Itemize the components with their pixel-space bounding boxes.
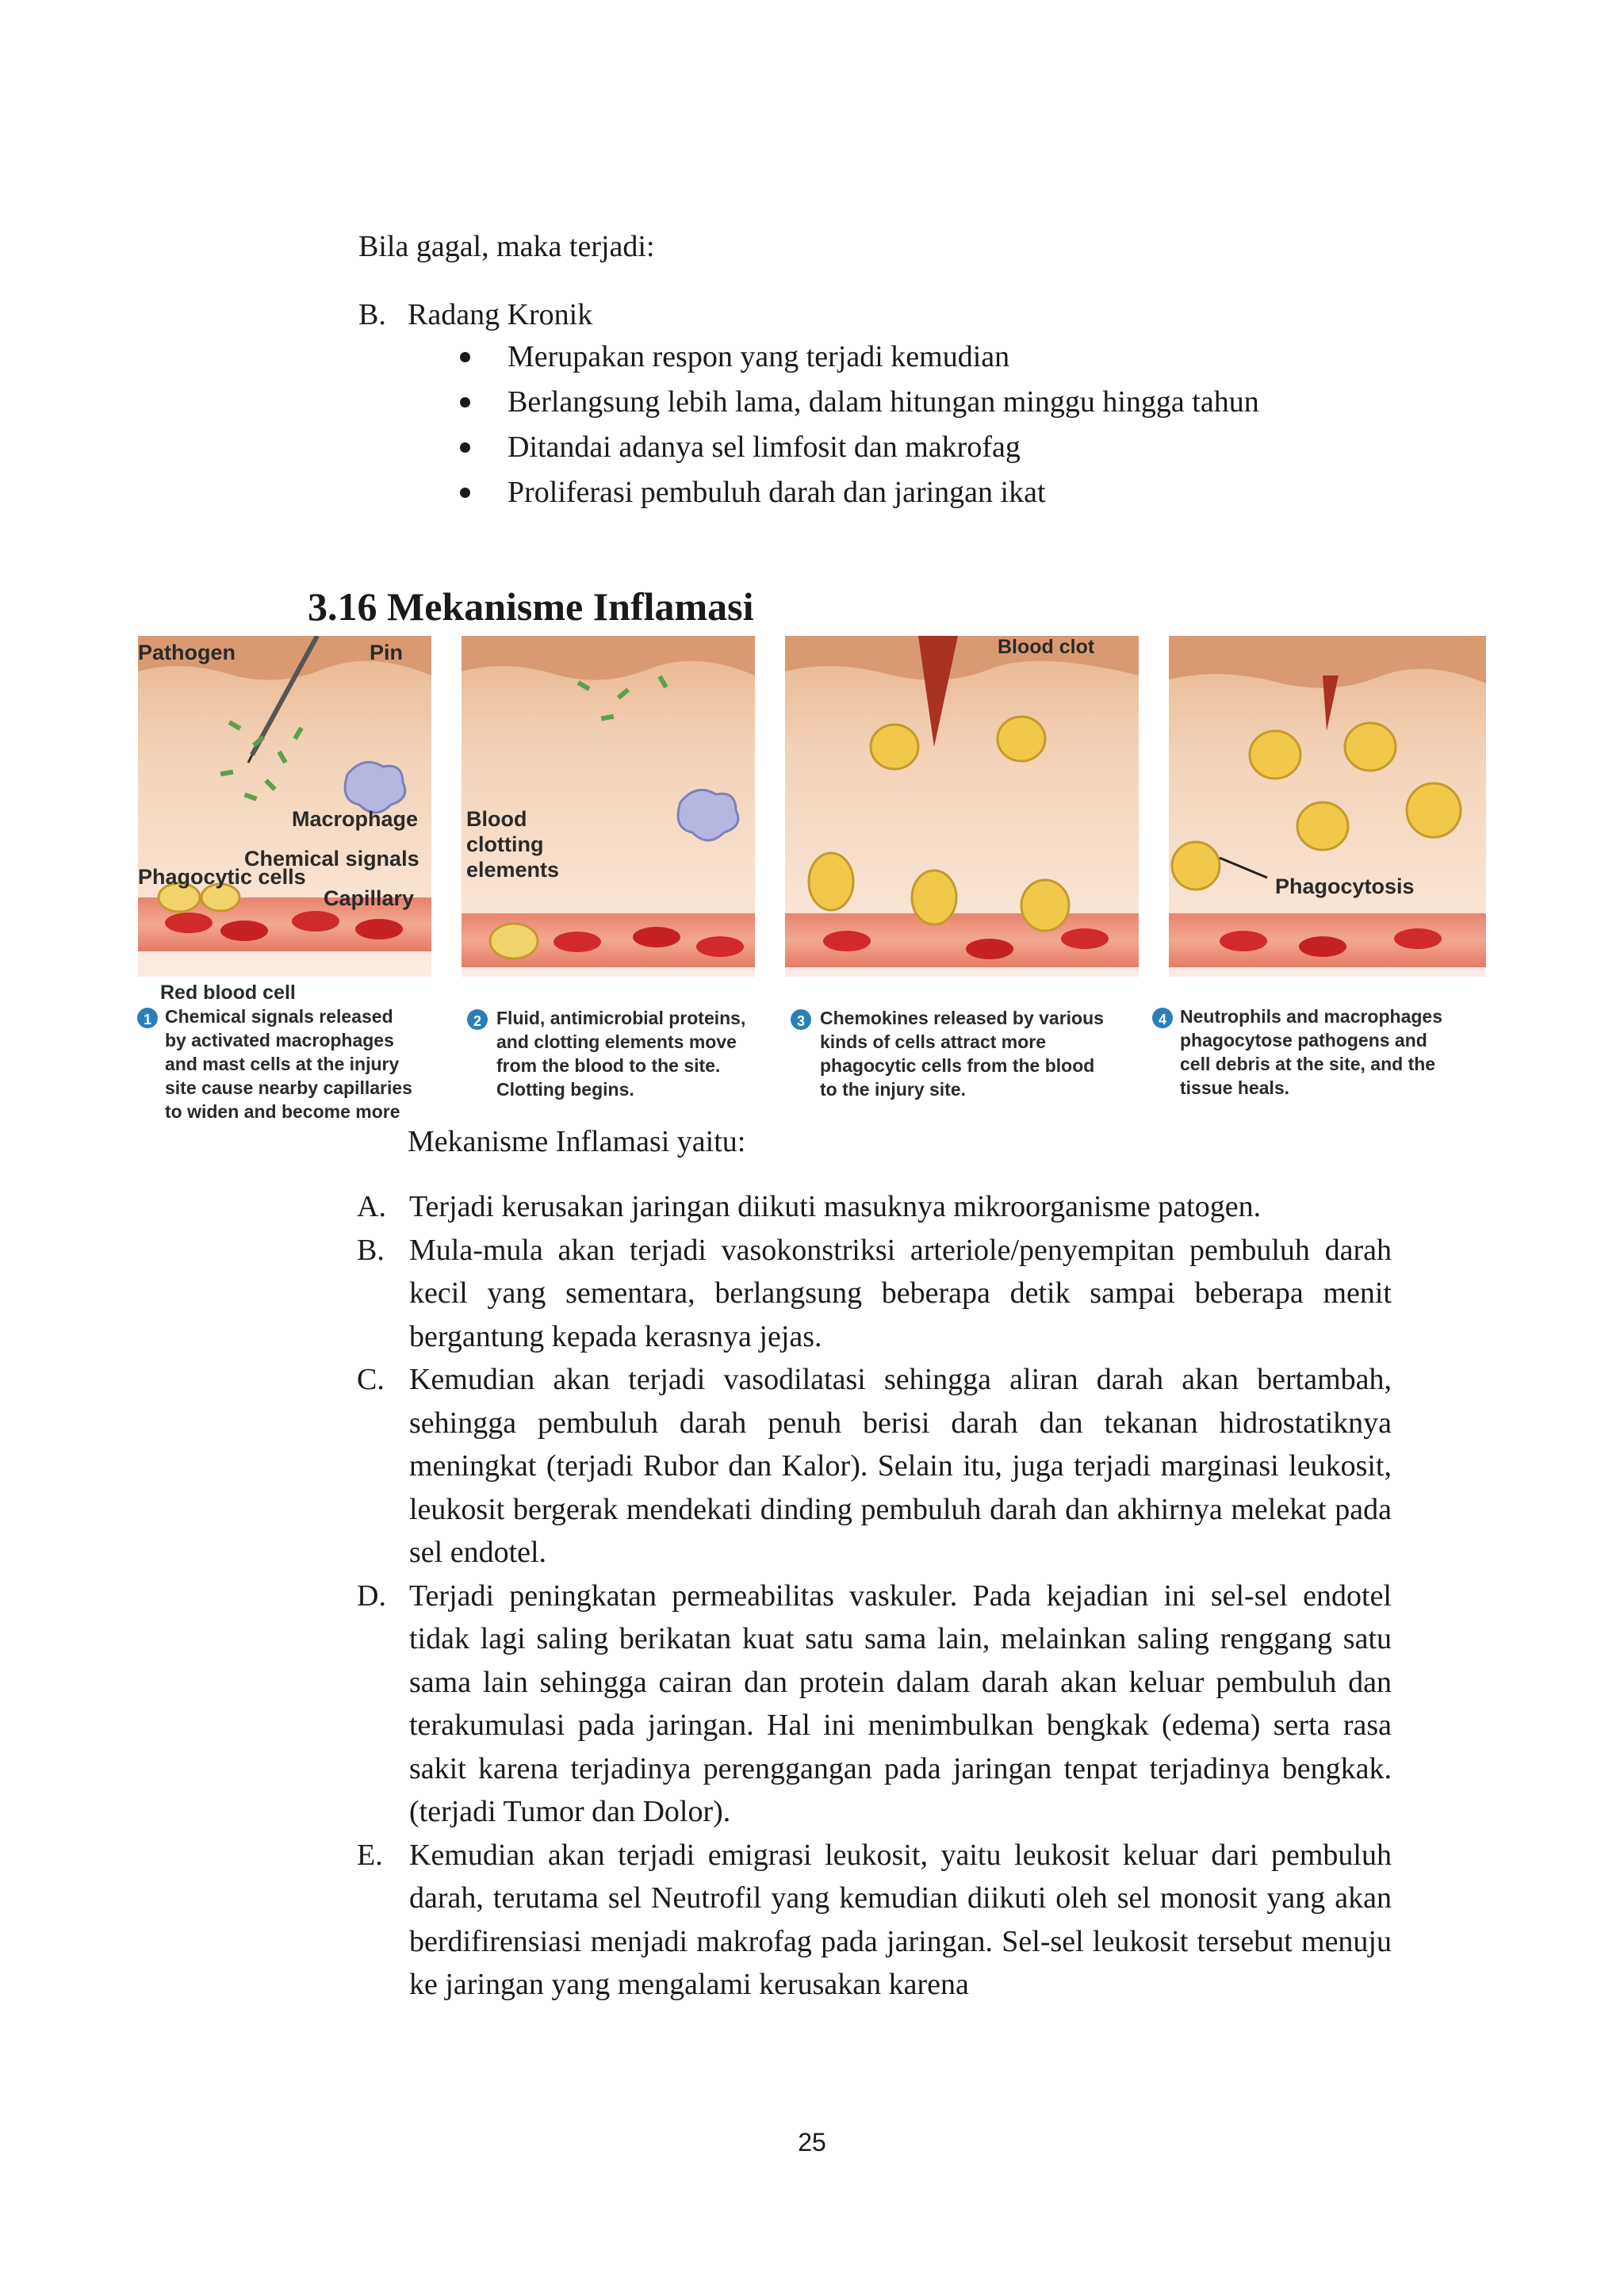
page-number: 25 bbox=[798, 2128, 826, 2156]
caption-line: by activated macrophages bbox=[165, 1030, 394, 1050]
caption-line: and clotting elements move bbox=[496, 1031, 737, 1052]
bullet-text: Proliferasi pembuluh darah dan jaringan ikat bbox=[508, 476, 1046, 509]
caption-line: kinds of cells attract more bbox=[820, 1031, 1047, 1052]
panel-4 bbox=[1169, 636, 1486, 977]
caption-line: tissue heals. bbox=[1180, 1077, 1290, 1098]
label-blood-clot: Blood clot bbox=[998, 636, 1095, 658]
label-red-blood-cell: Red blood cell bbox=[160, 982, 296, 1004]
bullet-text: Ditandai adanya sel limfosit dan makrofag bbox=[508, 430, 1021, 464]
label-phagocytic-cells: Phagocytic cells bbox=[138, 865, 306, 889]
bullet-text: Berlangsung lebih lama, dalam hitungan minggu hingga tahun bbox=[508, 385, 1259, 419]
bullet-text: Merupakan respon yang terjadi kemudian bbox=[508, 340, 1010, 373]
bullet-dot bbox=[460, 488, 470, 498]
step-number: 4 bbox=[1158, 1012, 1167, 1027]
list-item bbox=[357, 1229, 1392, 1359]
label-capillary: Capillary bbox=[324, 886, 415, 910]
list-marker: B. bbox=[357, 1233, 385, 1267]
label-blood-clotting-2: clotting bbox=[466, 832, 544, 856]
panel-3 bbox=[785, 636, 1139, 977]
list-item bbox=[357, 1185, 1392, 1229]
list-item bbox=[357, 1575, 1392, 1834]
label-macrophage: Macrophage bbox=[292, 807, 419, 831]
section-b-marker: B. bbox=[358, 298, 386, 331]
inflammation-figure bbox=[133, 636, 1486, 1119]
label-blood-clotting-3: elements bbox=[466, 858, 560, 882]
label-phagocytosis: Phagocytosis bbox=[1275, 874, 1415, 898]
step-number: 1 bbox=[143, 1012, 152, 1027]
label-pin: Pin bbox=[370, 641, 404, 664]
label-chemical-signals: Chemical signals bbox=[244, 847, 419, 871]
section-heading: 3.16 Mekanisme Inflamasi bbox=[308, 584, 754, 629]
label-blood-clotting-1: Blood bbox=[466, 807, 527, 831]
list-marker: E. bbox=[357, 1838, 383, 1872]
list-item bbox=[452, 335, 1259, 380]
caption-line: and mast cells at the injury bbox=[165, 1054, 400, 1074]
list-item bbox=[357, 1834, 1392, 2007]
step-number: 3 bbox=[796, 1013, 806, 1029]
bullet-list bbox=[452, 335, 1259, 515]
mechanism-list bbox=[357, 1185, 1392, 2007]
step-number: 2 bbox=[473, 1013, 482, 1029]
section-b-title: Radang Kronik bbox=[408, 298, 593, 331]
list-marker: A. bbox=[357, 1190, 386, 1223]
list-text: Kemudian akan terjadi vasodilatasi sehingga aliran darah akan bertambah, sehingga pembuluh darah penuh berisi darah dan tekanan hidrostatiknya meningkat (terjadi Rubor dan Kalor). Selain itu, juga terjadi marginasi leukosit, leukosit bergerak mendekati dinding pembuluh darah dan akhirnya melekat pada sel endotel. bbox=[409, 1363, 1392, 1569]
caption-1 bbox=[137, 1006, 412, 1119]
bullet-dot bbox=[460, 352, 470, 362]
caption-line: phagocytic cells from the blood bbox=[820, 1055, 1095, 1076]
bullet-dot bbox=[460, 442, 470, 453]
list-marker: D. bbox=[357, 1578, 386, 1613]
panel-1 bbox=[138, 636, 431, 1004]
subheading: Mekanisme Inflamasi yaitu: bbox=[408, 1125, 746, 1158]
caption-line: Fluid, antimicrobial proteins, bbox=[496, 1008, 746, 1028]
list-item bbox=[452, 380, 1259, 425]
caption-4 bbox=[1152, 1006, 1442, 1098]
list-item bbox=[452, 470, 1259, 515]
caption-line: Clotting begins. bbox=[496, 1079, 634, 1100]
list-text: Mula-mula akan terjadi vasokonstriksi arteriole/penyempitan pembuluh darah kecil yang sementara, berlangsung beberapa detik sampai beberapa menit bergantung kepada kerasnya jejas. bbox=[409, 1233, 1392, 1353]
list-text: Terjadi kerusakan jaringan diikuti masuknya mikroorganisme patogen. bbox=[409, 1190, 1262, 1223]
bullet-dot bbox=[460, 397, 470, 408]
caption-line: site cause nearby capillaries bbox=[165, 1077, 412, 1098]
caption-line: Chemokines released by various bbox=[820, 1008, 1104, 1028]
caption-line: Neutrophils and macrophages bbox=[1180, 1006, 1443, 1027]
caption-line: to widen and become more bbox=[165, 1101, 400, 1119]
caption-line: to the injury site. bbox=[820, 1079, 967, 1100]
caption-line: Chemical signals released bbox=[165, 1006, 393, 1027]
list-item bbox=[357, 1358, 1392, 1575]
list-text: Terjadi peningkatan permeabilitas vaskuler. Pada kejadian ini sel-sel endotel tidak lagi saling berikatan kuat satu sama lain, melainkan saling renggang satu sama lain sehingga cairan dan protein dalam darah akan keluar pembuluh dan terakumulasi pada jaringan. Hal ini menimbulkan bengkak (edema) serta rasa sakit karena terjadinya perenggangan pada jaringan tenpat terjadinya bengkak. (terjadi Tumor dan Dolor). bbox=[409, 1578, 1392, 1828]
label-pathogen: Pathogen bbox=[138, 641, 236, 664]
intro-text: Bila gagal, maka terjadi: bbox=[358, 230, 655, 263]
caption-2 bbox=[467, 1008, 745, 1100]
caption-3 bbox=[791, 1008, 1104, 1100]
caption-line: from the blood to the site. bbox=[496, 1055, 721, 1076]
caption-line: cell debris at the site, and the bbox=[1180, 1054, 1436, 1074]
panel-2 bbox=[462, 636, 755, 977]
caption-line: phagocytose pathogens and bbox=[1180, 1030, 1427, 1050]
list-item bbox=[452, 425, 1259, 470]
list-text: Kemudian akan terjadi emigrasi leukosit, yaitu leukosit keluar dari pembuluh darah, terutama sel Neutrofil yang kemudian diikuti oleh sel monosit yang akan berdifirensiasi menjadi makrofag pada jaringan. Sel-sel leukosit tersebut menuju ke jaringan yang mengalami kerusakan karena bbox=[409, 1838, 1392, 2001]
list-marker: C. bbox=[357, 1363, 385, 1396]
